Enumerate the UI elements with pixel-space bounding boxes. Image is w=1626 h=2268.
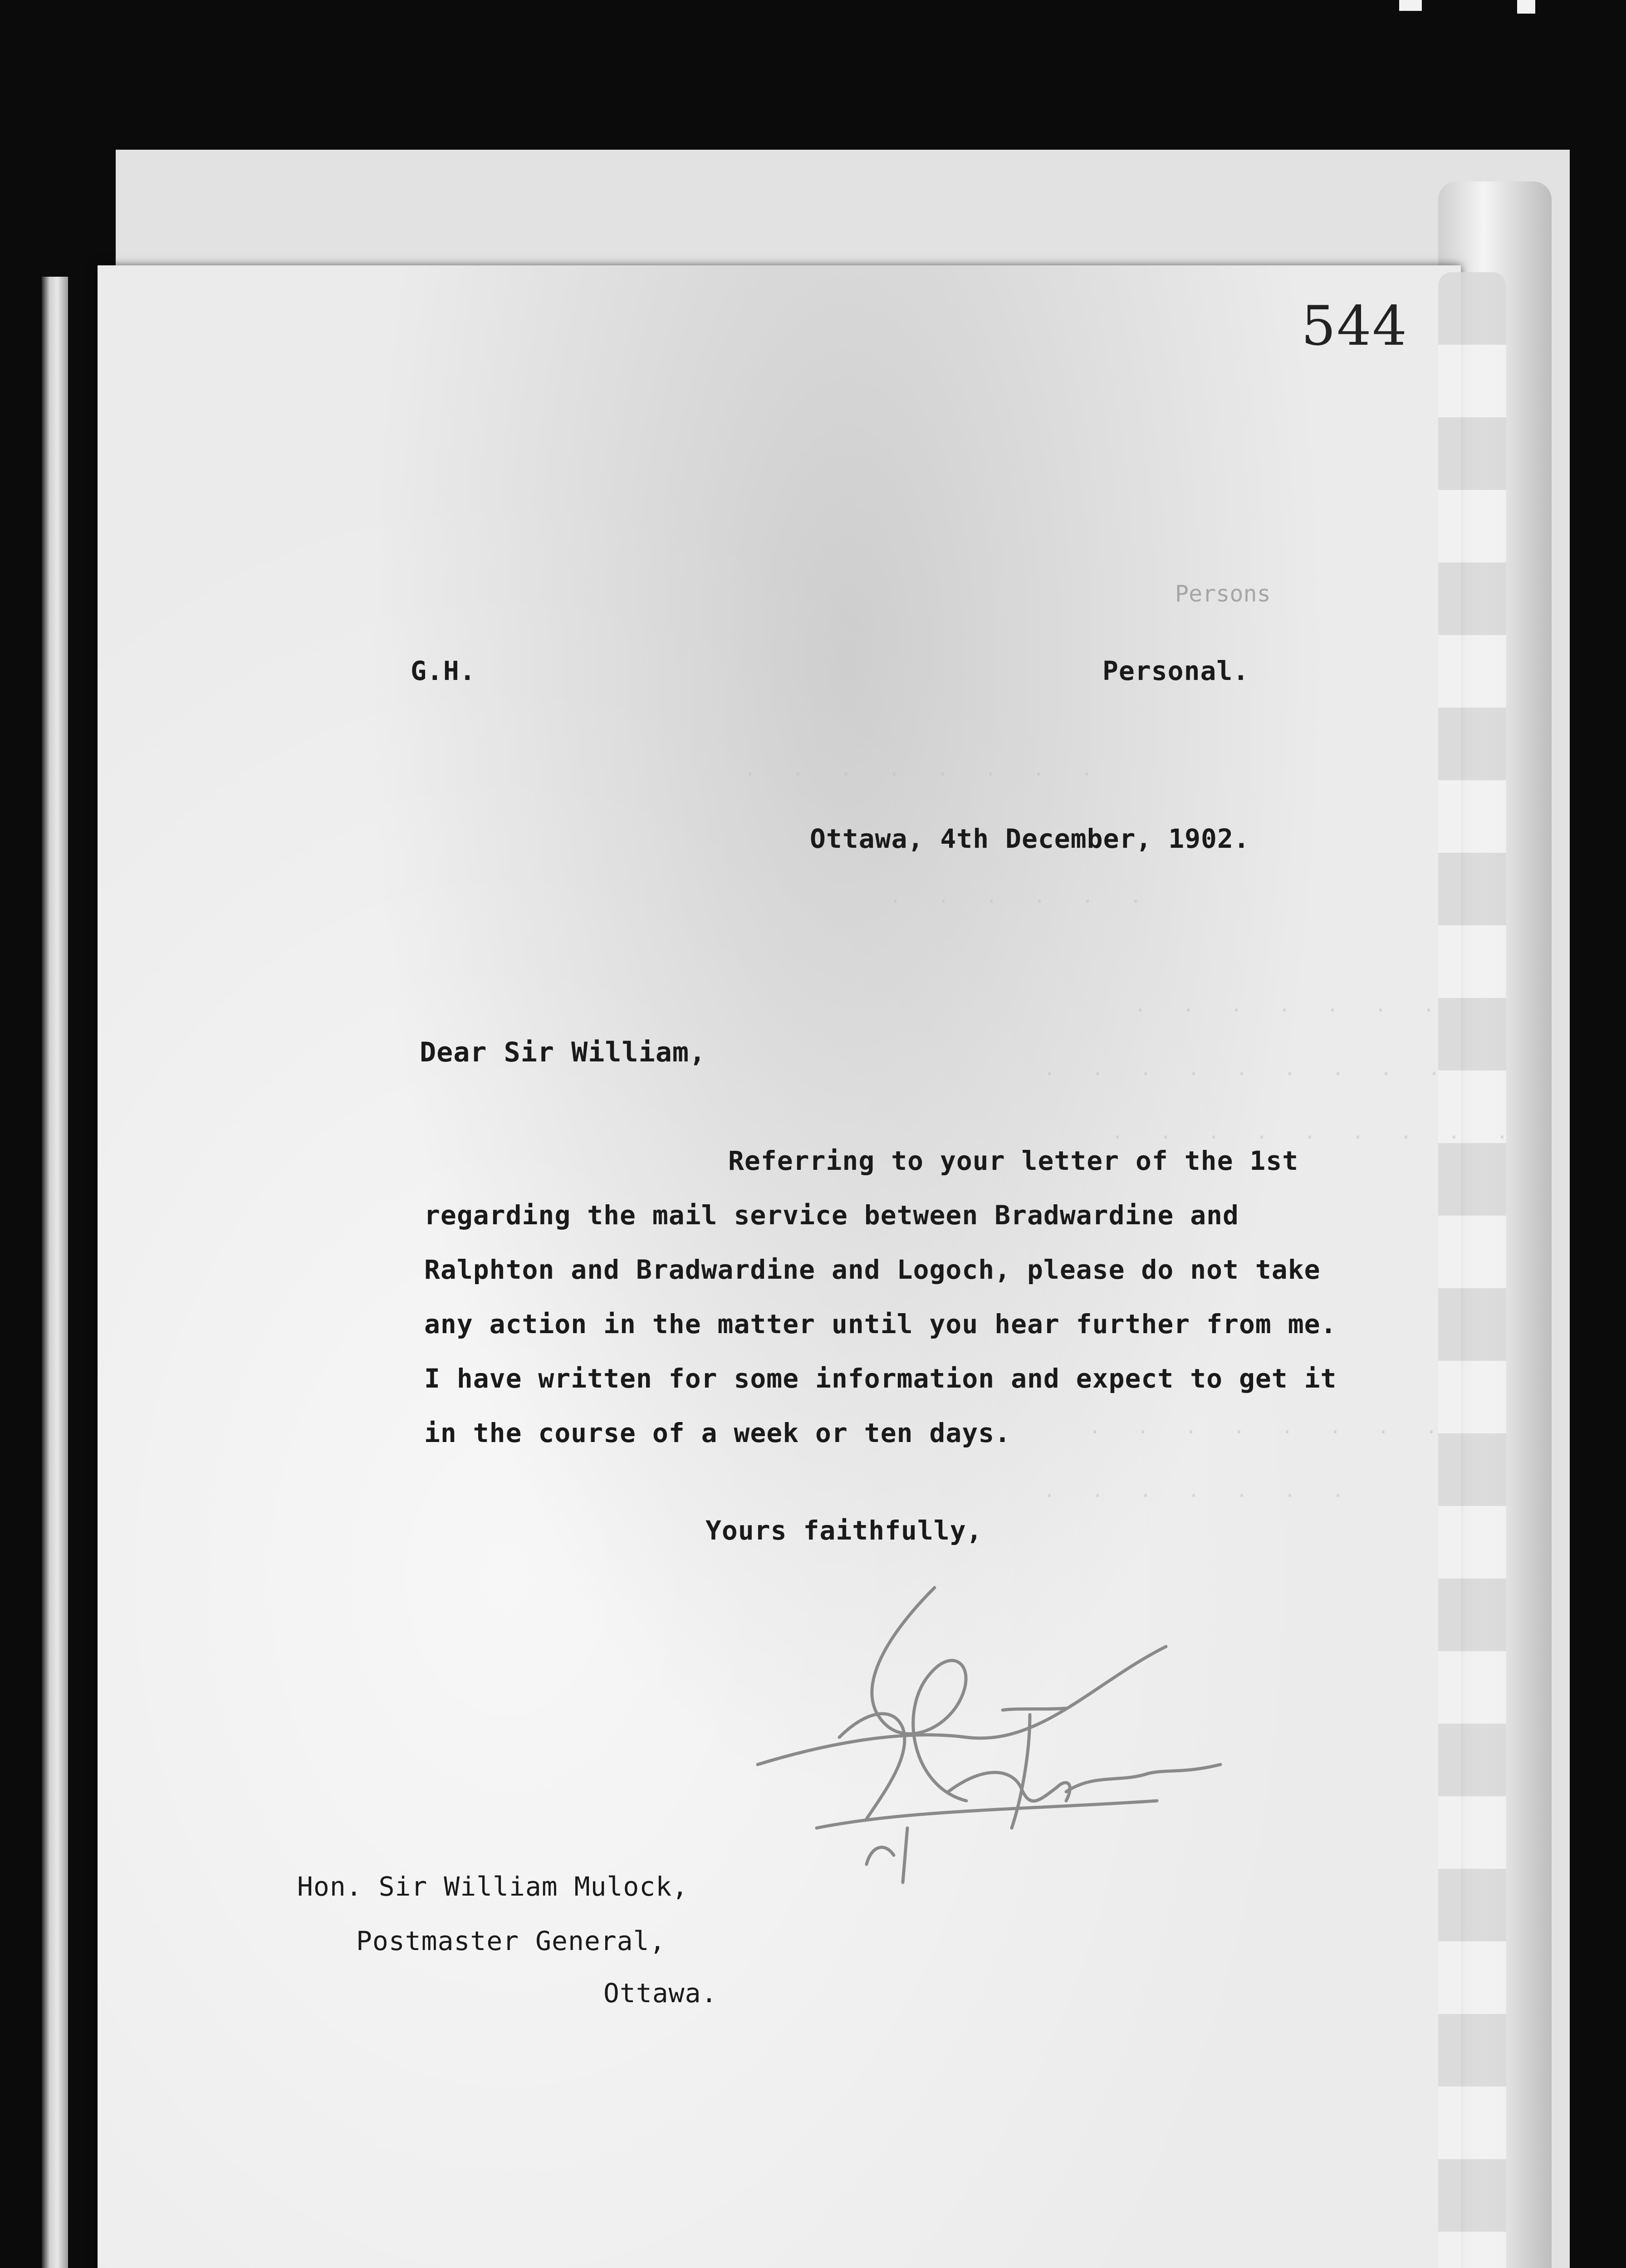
folio-number: 544	[1301, 295, 1408, 358]
body-line: I have written for some information and expect to get it	[424, 1363, 1337, 1394]
bleed-through-mark: . . . . . . .	[1043, 1479, 1344, 1502]
body-line: Ralphton and Bradwardine and Logoch, please do not take	[424, 1254, 1321, 1285]
bleed-through-mark: . . . . . . .	[1134, 993, 1435, 1017]
bleed-through-mark: . . . . . .	[889, 885, 1142, 908]
bleed-through-text: Persons	[1175, 581, 1271, 607]
film-edge-marks	[1327, 0, 1599, 27]
page-edge	[1438, 272, 1506, 2268]
body-line: regarding the mail service between Bradwardine and	[424, 1200, 1239, 1231]
film-mark	[1399, 0, 1422, 11]
recipient-city: Ottawa.	[603, 1978, 718, 2009]
body-line: any action in the matter until you hear further from me.	[424, 1309, 1337, 1339]
body-line: in the course of a week or ten days.	[424, 1418, 1011, 1448]
handwritten-signature	[749, 1574, 1248, 1919]
bleed-through-mark: . . . . . . . . .	[1112, 1120, 1508, 1144]
recipient-title: Postmaster General,	[356, 1926, 666, 1956]
bleed-through-mark: . . . . . . . .	[744, 758, 1093, 781]
sender-initials: G.H.	[411, 655, 476, 686]
place-date: Ottawa, 4th December, 1902.	[810, 823, 1250, 854]
salutation: Dear Sir William,	[420, 1036, 706, 1068]
closing: Yours faithfully,	[705, 1515, 983, 1546]
film-left-strip	[42, 277, 68, 2268]
classification-mark: Personal.	[1102, 655, 1249, 686]
film-mark	[1517, 0, 1535, 14]
body-line: Referring to your letter of the 1st	[728, 1145, 1299, 1176]
bleed-through-mark: . . . . . . . . .	[1043, 1057, 1440, 1080]
bleed-through-mark: . . . . . . . .	[1089, 1415, 1438, 1438]
recipient-name: Hon. Sir William Mulock,	[297, 1871, 689, 1902]
